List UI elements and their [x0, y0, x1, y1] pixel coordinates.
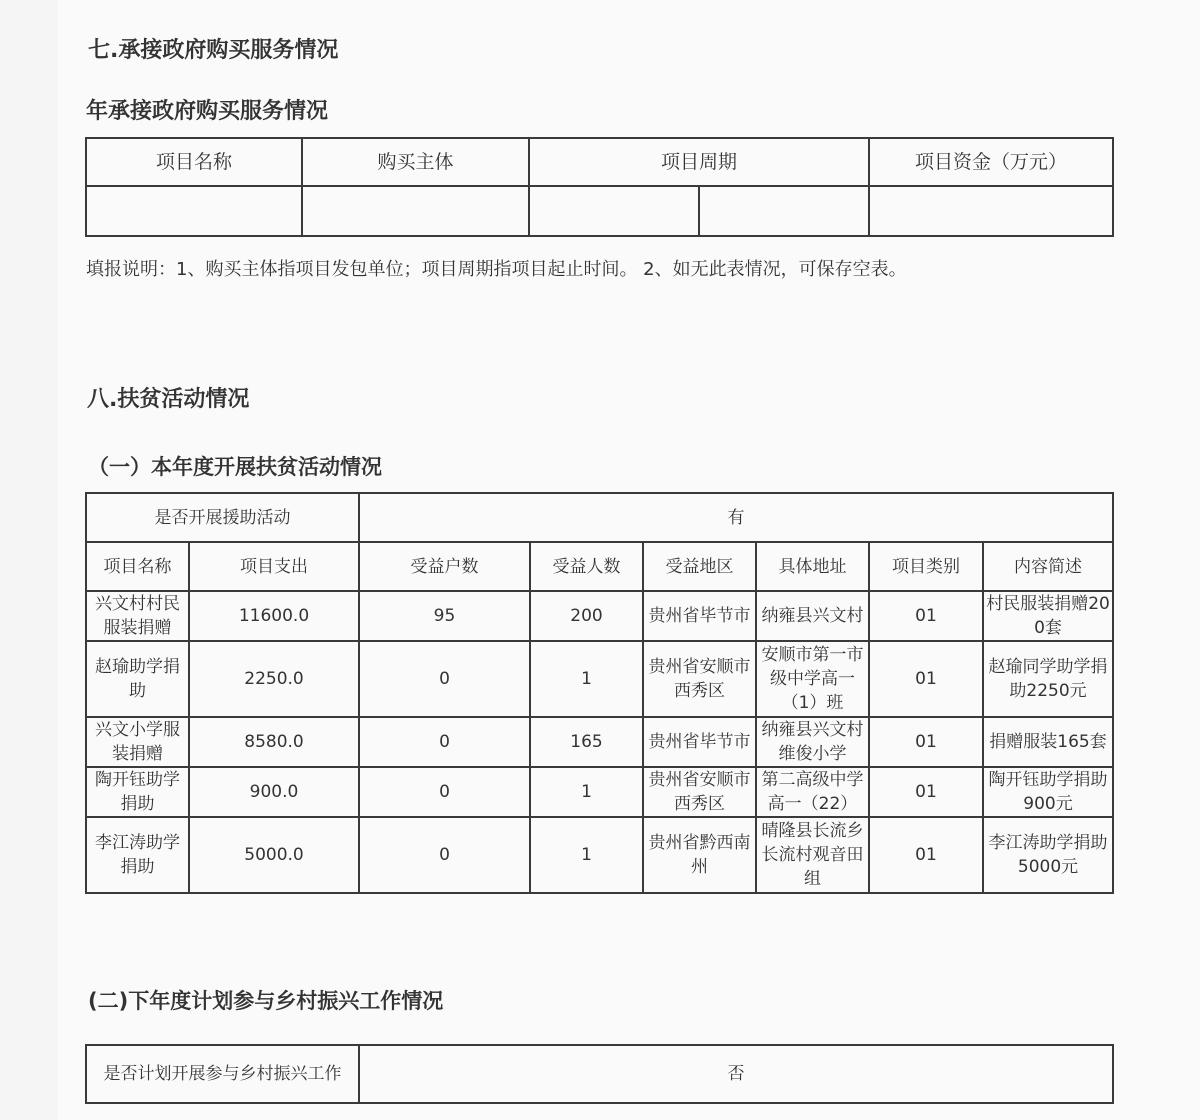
cell-category: 01 — [869, 817, 983, 893]
empty-cell — [86, 186, 302, 236]
cell-category: 01 — [869, 591, 983, 641]
cell-expense: 8580.0 — [189, 717, 359, 767]
empty-cell — [699, 186, 869, 236]
cell-region: 贵州省安顺市西秀区 — [643, 767, 756, 817]
cell-region: 贵州省毕节市 — [643, 717, 756, 767]
cell-address: 纳雍县兴文村维俊小学 — [756, 717, 869, 767]
col-header: 项目支出 — [189, 542, 359, 591]
cell-households: 0 — [359, 717, 530, 767]
cell-people: 1 — [530, 641, 643, 717]
col-header: 内容简述 — [983, 542, 1113, 591]
cell-summary: 陶开钰助学捐助900元 — [983, 767, 1113, 817]
empty-cell — [529, 186, 699, 236]
col-header: 受益户数 — [359, 542, 530, 591]
cell-category: 01 — [869, 717, 983, 767]
cell-people: 1 — [530, 817, 643, 893]
cell-region: 贵州省黔西南州 — [643, 817, 756, 893]
table-row — [86, 767, 1113, 817]
cell-people: 200 — [530, 591, 643, 641]
cell-summary: 赵瑜同学助学捐助2250元 — [983, 641, 1113, 717]
cell-summary: 捐赠服装165套 — [983, 717, 1113, 767]
aid-activity-label: 是否开展援助活动 — [86, 493, 359, 542]
table-row — [86, 717, 1113, 767]
aid-activity-value: 有 — [359, 493, 1113, 542]
col-header-purchaser: 购买主体 — [302, 138, 529, 186]
table-row — [86, 641, 1113, 717]
cell-address: 第二高级中学高一（22） — [756, 767, 869, 817]
empty-cell — [302, 186, 529, 236]
cell-households: 95 — [359, 591, 530, 641]
cell-project-name: 兴文村村民服装捐赠 — [86, 591, 189, 641]
col-header: 受益地区 — [643, 542, 756, 591]
plan-value: 否 — [359, 1045, 1113, 1103]
cell-summary: 李江涛助学捐助5000元 — [983, 817, 1113, 893]
cell-summary: 村民服装捐赠200套 — [983, 591, 1113, 641]
cell-expense: 5000.0 — [189, 817, 359, 893]
cell-category: 01 — [869, 641, 983, 717]
cell-category: 01 — [869, 767, 983, 817]
col-header-funds: 项目资金（万元） — [869, 138, 1113, 186]
section8-title: 八.扶贫活动情况 — [87, 387, 250, 412]
cell-project-name: 陶开钰助学捐助 — [86, 767, 189, 817]
col-header: 项目名称 — [86, 542, 189, 591]
col-header-project-name: 项目名称 — [86, 138, 302, 186]
table-row — [86, 817, 1113, 893]
cell-households: 0 — [359, 767, 530, 817]
poverty-aid-table — [85, 492, 1114, 894]
cell-address: 纳雍县兴文村 — [756, 591, 869, 641]
cell-households: 0 — [359, 641, 530, 717]
cell-region: 贵州省毕节市 — [643, 591, 756, 641]
gov-purchase-table — [85, 137, 1114, 237]
rural-revitalization-table — [85, 1044, 1114, 1104]
cell-project-name: 兴文小学服装捐赠 — [86, 717, 189, 767]
cell-people: 165 — [530, 717, 643, 767]
col-header: 项目类别 — [869, 542, 983, 591]
cell-region: 贵州省安顺市西秀区 — [643, 641, 756, 717]
section8-sub1-title: （一）本年度开展扶贫活动情况 — [88, 455, 382, 479]
section7-subtitle: 年承接政府购买服务情况 — [86, 99, 329, 124]
cell-expense: 2250.0 — [189, 641, 359, 717]
cell-expense: 900.0 — [189, 767, 359, 817]
table-row — [86, 591, 1113, 641]
section8-sub2-title: (二)下年度计划参与乡村振兴工作情况 — [88, 989, 444, 1013]
plan-label: 是否计划开展参与乡村振兴工作 — [86, 1045, 359, 1103]
cell-people: 1 — [530, 767, 643, 817]
cell-project-name: 赵瑜助学捐助 — [86, 641, 189, 717]
section7-title: 七.承接政府购买服务情况 — [88, 38, 339, 63]
fill-instruction-note: 填报说明：1、购买主体指项目发包单位；项目周期指项目起止时间。 2、如无此表情况，可保存空表。 — [86, 259, 907, 280]
col-header-period: 项目周期 — [529, 138, 869, 186]
col-header: 具体地址 — [756, 542, 869, 591]
cell-project-name: 李江涛助学捐助 — [86, 817, 189, 893]
empty-cell — [869, 186, 1113, 236]
cell-address: 晴隆县长流乡长流村观音田组 — [756, 817, 869, 893]
cell-households: 0 — [359, 817, 530, 893]
cell-address: 安顺市第一市级中学高一（1）班 — [756, 641, 869, 717]
cell-expense: 11600.0 — [189, 591, 359, 641]
col-header: 受益人数 — [530, 542, 643, 591]
